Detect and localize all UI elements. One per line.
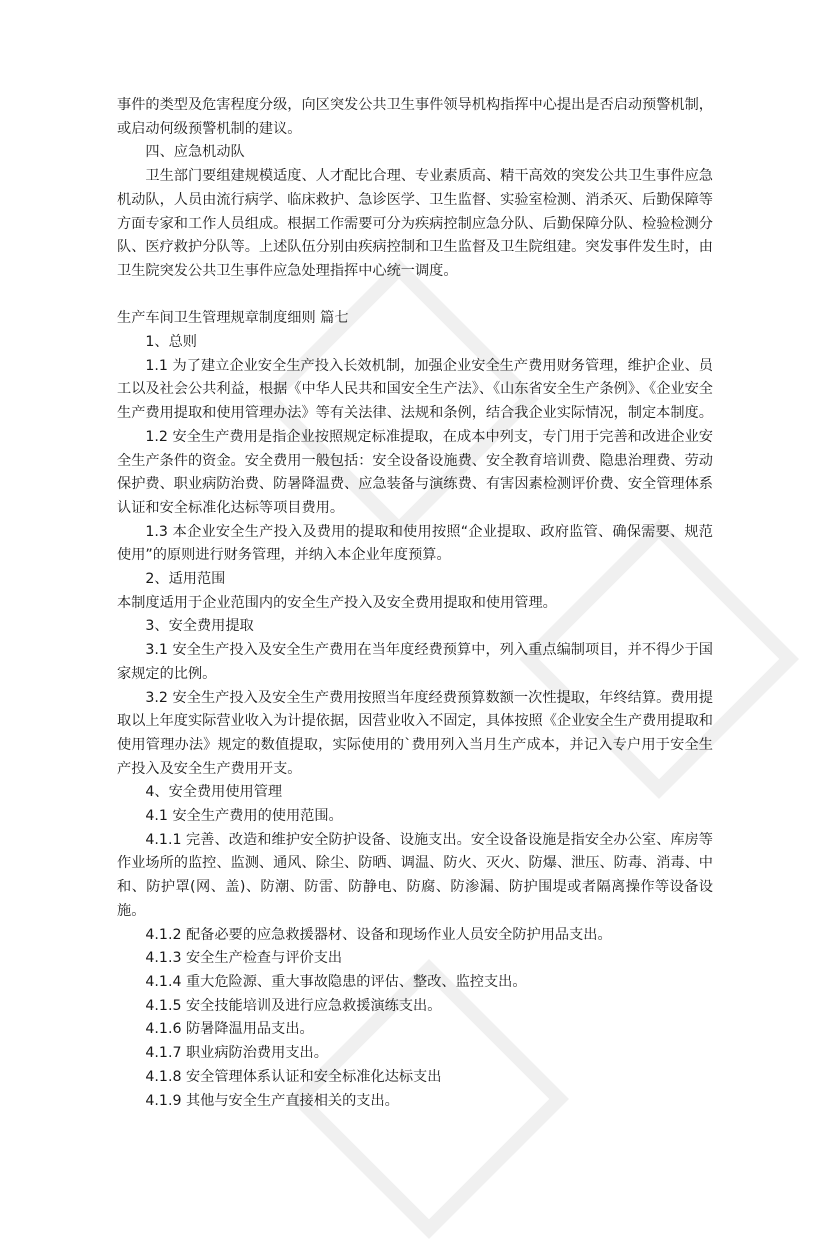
paragraph: 1.1 为了建立企业安全生产投入长效机制，加强企业安全生产费用财务管理，维护企业、员工以及社会公共利益，根据《中华人民共和国安全生产法》、《山东省安全生产条例》、《企业安全生产费用提取和使用管理办法》等有关法律、法规和条例，结合我企业实际情况，制定本制度。 [117,357,713,422]
paragraph: 3.1 安全生产投入及安全生产费用在当年度经费预算中，列入重点编制项目，并不得少于国家规定的比例。 [117,642,713,682]
paragraph: 卫生部门要组建规模适度、人才配比合理、专业素质高、精干高效的突发公共卫生事件应急机动队，人员由流行病学、临床救护、急诊医学、卫生监督、实验室检测、消杀灭、后勤保障等方面专家和工作人员组成。根据工作需要可分为疾病控制应急分队、后勤保障分队、检验检测分队、医疗救护分队等。上述队伍分别由疾病控制和卫生监督及卫生院组建。突发事件发生时，由卫生院突发公共卫生事件应急处理指挥中心统一调度。 [117,168,713,279]
paragraph: 1.2 安全生产费用是指企业按照规定标准提取，在成本中列支，专门用于完善和改进企业安全生产条件的资金。安全费用一般包括：安全设备设施费、安全教育培训费、隐患治理费、劳动保护费、职业病防治费、防暑降温费、应急装备与演练费、有害因素检测评价费、安全管理体系认证和安全标准化达标等项目费用。 [117,428,713,516]
document-body [117,94,713,1113]
paragraph: 4、安全费用使用管理 [145,784,283,801]
paragraph: 本制度适用于企业范围内的安全生产投入及安全费用提取和使用管理。 [117,594,557,611]
paragraph: 4.1.8 安全管理体系认证和安全标准化达标支出 [145,1068,442,1085]
paragraph: 4.1.5 安全技能培训及进行应急救援演练支出。 [145,997,442,1014]
paragraph: 3、安全费用提取 [145,618,254,635]
paragraph: 1、总则 [145,334,197,351]
paragraph: 4.1 安全生产费用的使用范围。 [145,808,343,825]
paragraph: 四、应急机动队 [145,144,245,161]
paragraph: 4.1.7 职业病防治费用支出。 [145,1045,328,1062]
paragraph: 4.1.2 配备必要的应急救援器材、设备和现场作业人员安全防护用品支出。 [145,926,612,943]
paragraph: 4.1.9 其他与安全生产直接相关的支出。 [145,1092,399,1109]
paragraph: 4.1.1 完善、改造和维护安全防护设备、设施支出。安全设备设施是指安全办公室、库房等作业场所的监控、监测、通风、除尘、防晒、调温、防火、灭火、防爆、泄压、防毒、消毒、中和、防护罩(网、盖)、防潮、防雷、防静电、防腐、防渗漏、防护围堤或者隔离操作等设备设施。 [117,831,713,919]
paragraph: 1.3 本企业安全生产投入及费用的提取和使用按照“企业提取、政府监管、确保需要、规范使用”的原则进行财务管理，并纳入本企业年度预算。 [117,523,713,564]
paragraph: 3.2 安全生产投入及安全生产费用按照当年度经费预算数额一次性提取，年终结算。费用提取以上年度实际营业收入为计提依据，因营业收入不固定，具体按照《企业安全生产费用提取和使用管理办法》规定的数值提取，实际使用的`费用列入当月生产成本，并记入专户用于安全生产投入及安全生产费用开支。 [117,689,713,777]
paragraph: 4.1.3 安全生产检查与评价支出 [145,950,343,967]
paragraph: 4.1.6 防暑降温用品支出。 [145,1021,314,1038]
paragraph-spacer [117,284,713,308]
paragraph: 事件的类型及危害程度分级，向区突发公共卫生事件领导机构指挥中心提出是否启动预警机制，或启动何级预警机制的建议。 [117,97,713,137]
paragraph: 2、适用范围 [145,571,226,588]
paragraph: 4.1.4 重大危险源、重大事故隐患的评估、整改、监控支出。 [145,974,527,990]
paragraph: 生产车间卫生管理规章制度细则 篇七 [117,310,349,327]
